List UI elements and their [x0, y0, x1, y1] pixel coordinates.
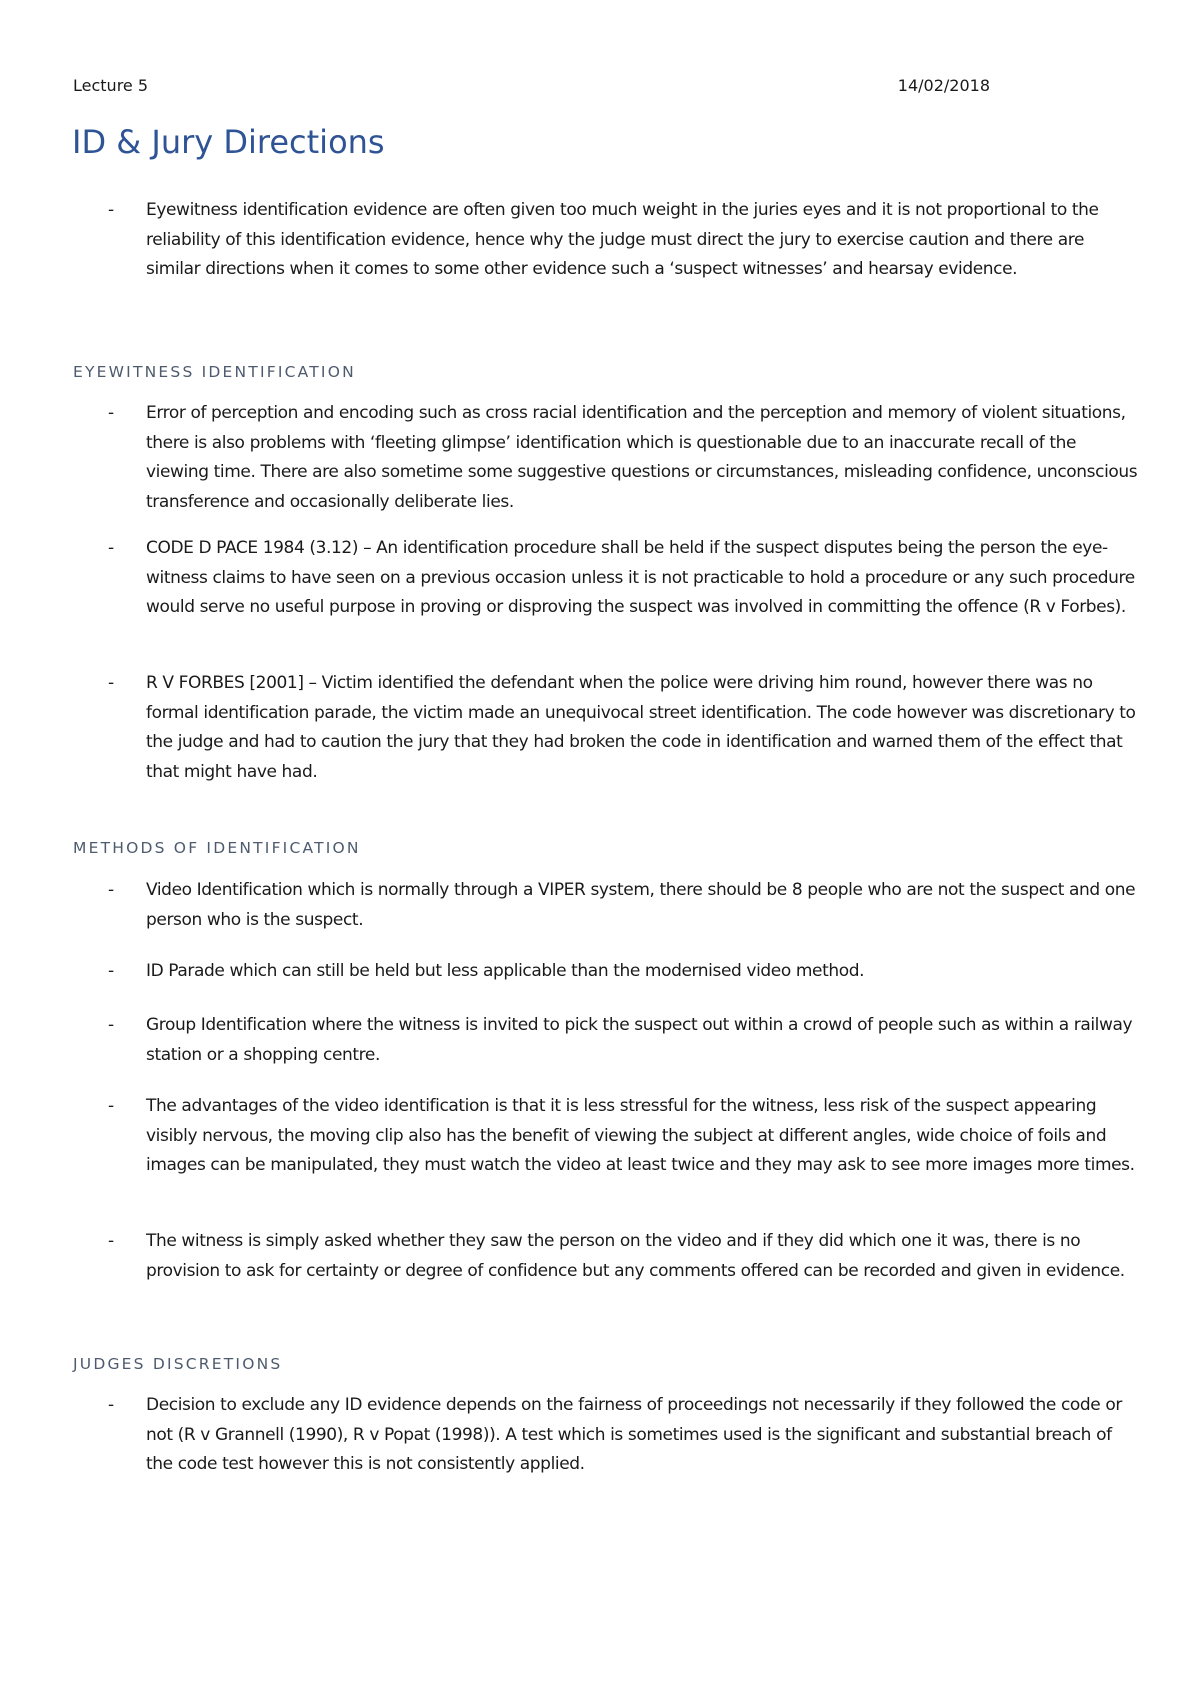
list-item [108, 1391, 1138, 1480]
bullet-text: R V FORBES [2001] – Victim identified the defendant when the police were driving him round, however there was no formal identification parade, the victim made an unequivocal street identification. The code however was discretionary to the judge and had to caution the jury that they had broken the code in identification and warned them of the effect that that might have had. [146, 673, 1136, 782]
bullet-dash: - [108, 880, 114, 900]
document-title: ID & Jury Directions [72, 123, 385, 161]
list-item [108, 1011, 1138, 1070]
bullet-text: Error of perception and encoding such as cross racial identification and the perception and memory of violent situations, there is also problems with ‘fleeting glimpse’ identification which is questionable due to an inaccurate recall of the viewing time. There are also sometime some suggestive questions or circumstances, misleading confidence, unconscious transference and occasionally deliberate lies. [146, 403, 1138, 512]
section-heading-judges: JUDGES DISCRETIONS [73, 1355, 283, 1373]
section-heading-eyewitness: EYEWITNESS IDENTIFICATION [73, 363, 356, 381]
bullet-dash: - [108, 961, 114, 981]
list-item [108, 399, 1138, 517]
lecture-date: 14/02/2018 [897, 76, 990, 95]
bullet-text: Eyewitness identification evidence are often given too much weight in the juries eyes and it is not proportional to the reliability of this identification evidence, hence why the judge must direct the jury to exercise caution and there are similar directions when it comes to some other evidence such a ‘suspect witnesses’ and hearsay evidence. [146, 200, 1099, 279]
list-item [108, 669, 1138, 787]
bullet-dash: - [108, 1096, 114, 1116]
bullet-dash: - [108, 1395, 114, 1415]
list-item [108, 876, 1138, 935]
bullet-text: The advantages of the video identification is that it is less stressful for the witness, less risk of the suspect appearing visibly nervous, the moving clip also has the benefit of viewing the subject at different angles, wide choice of foils and images can be manipulated, they must watch the video at least twice and they may ask to see more images more times. [146, 1096, 1135, 1175]
intro-bullet [108, 196, 1138, 285]
page-header [73, 74, 990, 98]
bullet-dash: - [108, 200, 114, 220]
bullet-text: ID Parade which can still be held but less applicable than the modernised video method. [146, 961, 865, 981]
section-heading-methods: METHODS OF IDENTIFICATION [73, 839, 361, 857]
bullet-text: Decision to exclude any ID evidence depends on the fairness of proceedings not necessarily if they followed the code or not (R v Grannell (1990), R v Popat (1998)). A test which is sometimes used is the significant and substantial breach of the code test however this is not consistently applied. [146, 1395, 1122, 1474]
list-item [108, 1092, 1138, 1181]
lecture-label: Lecture 5 [73, 76, 149, 95]
bullet-text: The witness is simply asked whether they saw the person on the video and if they did which one it was, there is no provision to ask for certainty or degree of confidence but any comments offered can be recorded and given in evidence. [146, 1231, 1125, 1281]
bullet-dash: - [108, 403, 114, 423]
bullet-text: Video Identification which is normally through a VIPER system, there should be 8 people who are not the suspect and one person who is the suspect. [146, 880, 1136, 930]
bullet-text: Group Identification where the witness is invited to pick the suspect out within a crowd of people such as within a railway station or a shopping centre. [146, 1015, 1133, 1065]
list-item [108, 1227, 1138, 1286]
bullet-text: CODE D PACE 1984 (3.12) – An identification procedure shall be held if the suspect disputes being the person the eye-witness claims to have seen on a previous occasion unless it is not practicable to hold a procedure or any such procedure would serve no useful purpose in proving or disproving the suspect was involved in committing the offence (R v Forbes). [146, 538, 1135, 617]
bullet-dash: - [108, 1231, 114, 1251]
list-item [108, 534, 1138, 623]
list-item [108, 957, 1138, 987]
bullet-dash: - [108, 673, 114, 693]
bullet-dash: - [108, 1015, 114, 1035]
bullet-dash: - [108, 538, 114, 558]
